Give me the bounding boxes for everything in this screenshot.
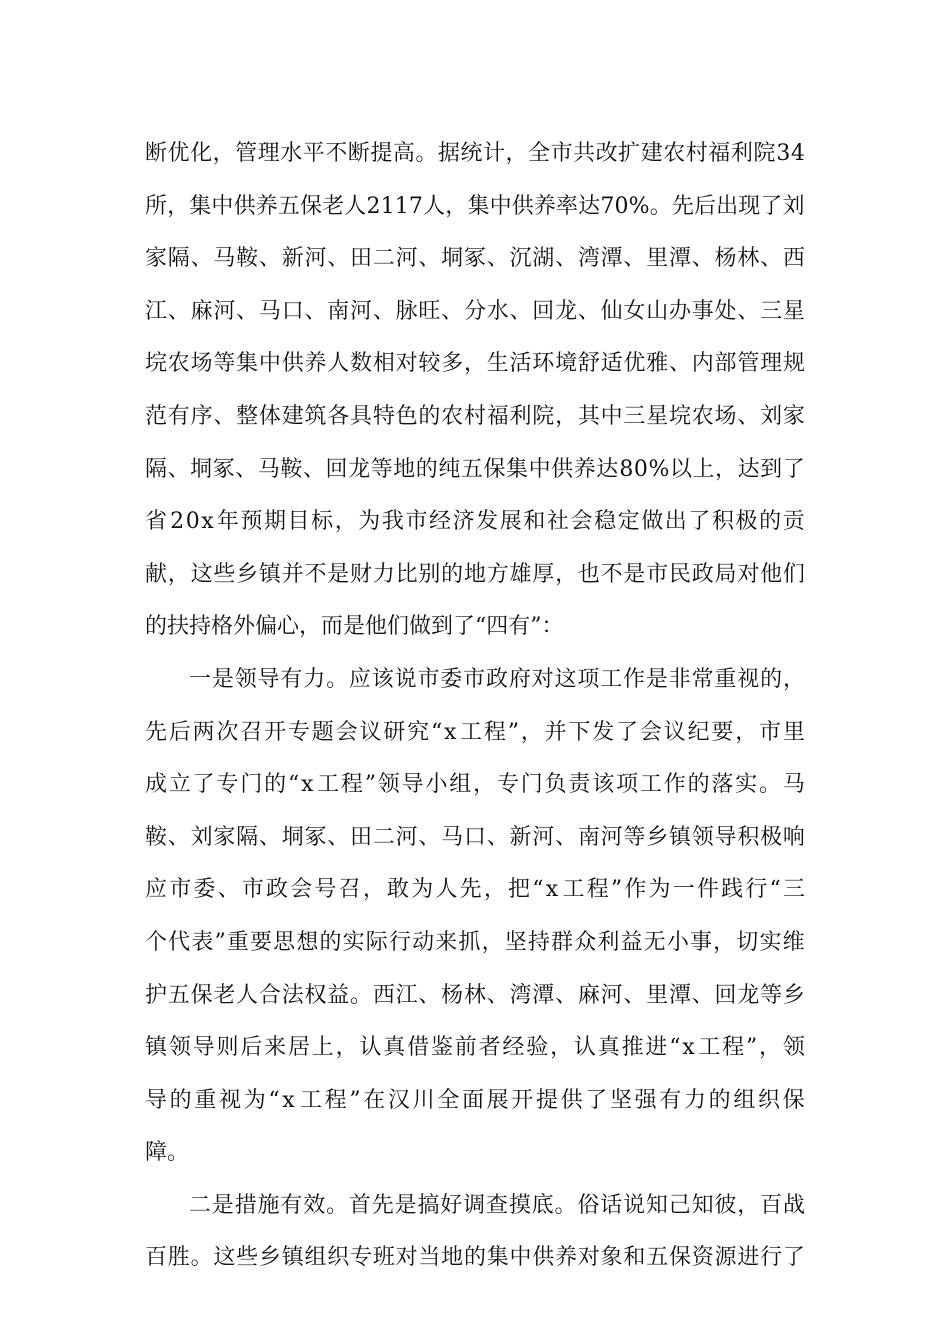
text-line: 个 代 表 ” 重 要 思 想 的 实 际 行 动 来 抓 ， 坚 持 群 众 利 益 无 小 事 ， 切 实 维 bbox=[145, 929, 805, 955]
text-line: 隔 、 垌 冢 、 马 鞍 、 回 龙 等 地 的 纯 五 保 集 中 供 养 达 8 0 % 以 上 ， 达 到 了 bbox=[145, 456, 805, 482]
text-line: 二 是 措 施 有 效 。 首 先 是 搞 好 调 查 摸 底 。 俗 话 说 知 己 知 彼 ， 百 战 bbox=[189, 1192, 805, 1218]
text-line: 成 立 了 专 门 的 “ x 工 程 ” 领 导 小 组 ， 专 门 负 责 该 项 工 作 的 落 实 。 马 bbox=[145, 772, 805, 798]
text-line: 江 、 麻 河 、 马 口 、 南 河 、 脉 旺 、 分 水 、 回 龙 、 仙 女 山 办 事 处 、 三 星 bbox=[145, 298, 805, 324]
text-line: 断 优 化 ， 管 理 水 平 不 断 提 高 。 据 统 计 ， 全 市 共 改 扩 建 农 村 福 利 院 3 4 bbox=[145, 141, 805, 166]
text-line: 省 2 0 x 年 预 期 目 标 ， 为 我 市 经 济 发 展 和 社 会 稳 定 做 出 了 积 极 的 贡 bbox=[145, 509, 805, 535]
text-line: 护 五 保 老 人 合 法 权 益 。 西 江 、 杨 林 、 湾 潭 、 麻 河 、 里 潭 、 回 龙 等 乡 bbox=[145, 982, 805, 1008]
text-line: 应 市 委 、 市 政 会 号 召 ， 敢 为 人 先 ， 把 “ x 工 程 ” 作 为 一 件 践 行 “ 三 bbox=[145, 877, 805, 903]
text-line: 百 胜 。 这 些 乡 镇 组 织 专 班 对 当 地 的 集 中 供 养 对 象 和 五 保 资 源 进 行 了 bbox=[145, 1245, 805, 1271]
text-line: 所 ， 集 中 供 养 五 保 老 人 2 1 1 7 人 ， 集 中 供 养 率 达 7 0 % 。 先 后 出 现 了 刘 bbox=[145, 193, 805, 219]
text-line: 范 有 序 、 整 体 建 筑 各 具 特 色 的 农 村 福 利 院 ， 其 中 三 星 垸 农 场 、 刘 家 bbox=[145, 403, 805, 429]
text-line: 先 后 两 次 召 开 专 题 会 议 研 究 “ x 工 程 ” ， 并 下 发 了 会 议 纪 要 ， 市 里 bbox=[145, 719, 805, 745]
text-line: 家 隔 、 马 鞍 、 新 河 、 田 二 河 、 垌 冢 、 沉 湖 、 湾 潭 、 里 潭 、 杨 林 、 西 bbox=[145, 246, 805, 272]
text-line: 的扶持格外偏心，而是他们做到了“四有”： bbox=[145, 614, 564, 640]
text-line: 鞍 、 刘 家 隔 、 垌 冢 、 田 二 河 、 马 口 、 新 河 、 南 河 等 乡 镇 领 导 积 极 响 bbox=[145, 824, 805, 850]
text-line: 镇 领 导 则 后 来 居 上 ， 认 真 借 鉴 前 者 经 验 ， 认 真 推 进 “ x 工 程 ” ， 领 bbox=[145, 1035, 805, 1061]
text-line: 献 ， 这 些 乡 镇 并 不 是 财 力 比 别 的 地 方 雄 厚 ， 也 不 是 市 民 政 局 对 他 们 bbox=[145, 561, 805, 587]
body-text bbox=[145, 128, 805, 1285]
text-line: 障。 bbox=[145, 1140, 190, 1166]
text-line: 一 是 领 导 有 力 。 应 该 说 市 委 市 政 府 对 这 项 工 作 是 非 常 重 视 的 ， bbox=[189, 666, 805, 692]
text-line: 导 的 重 视 为 “ x 工 程 ” 在 汉 川 全 面 展 开 提 供 了 坚 强 有 力 的 组 织 保 bbox=[145, 1087, 805, 1113]
text-line: 垸 农 场 等 集 中 供 养 人 数 相 对 较 多 ， 生 活 环 境 舒 适 优 雅 、 内 部 管 理 规 bbox=[145, 351, 805, 377]
